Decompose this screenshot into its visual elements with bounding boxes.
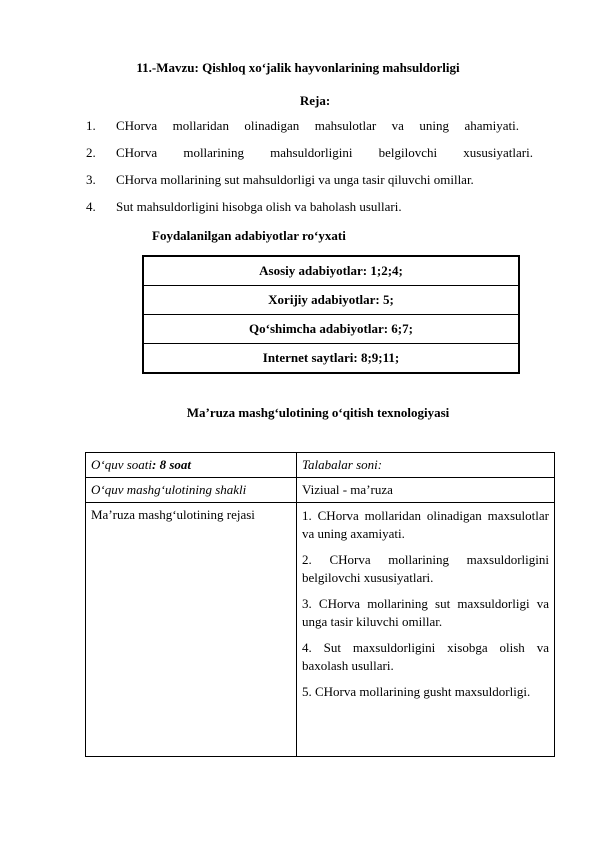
lecture-plan-item: 1. CHorva mollaridan olinadigan maxsulotlar va uning axamiyati.: [302, 508, 549, 541]
references-row: Internet saytlari: 8;9;11;: [262, 350, 400, 365]
references-table: [142, 255, 520, 374]
lecture-plan-item: 5. CHorva mollarining gusht maxsuldorligi.: [302, 684, 531, 699]
plan-item-text: CHorva mollarining mahsuldorligini belgilovchi xususiyatlari.: [116, 145, 533, 160]
form-label-cell: O‘quv mashg‘ulotining shakli: [86, 478, 297, 503]
references-row: Qo‘shimcha adabiyotlar: 6;7;: [143, 315, 519, 344]
references-row: Xorijiy adabiyotlar: 5;: [143, 286, 519, 315]
table-cell: [86, 453, 297, 478]
references-title: Foydalanilgan adabiyotlar ro‘yxati: [152, 228, 346, 243]
plan-item-text: Sut mahsuldorligini hisobga olish va baholash usullari.: [116, 199, 402, 214]
technology-table: [85, 452, 555, 757]
plan-item-number: 2.: [86, 145, 96, 160]
lecture-plan-cell: [297, 503, 555, 757]
plan-item-text: CHorva mollaridan olinadigan mahsulotlar va uning ahamiyati.: [116, 118, 519, 133]
students-count-cell: Talabalar soni:: [297, 453, 555, 478]
plan-item-number: 1.: [86, 118, 96, 133]
lecture-plan-label-cell: Ma’ruza mashg‘ulotining rejasi: [86, 503, 297, 757]
table-row: [86, 478, 555, 503]
references-row: Asosiy adabiyotlar: 1;2;4;: [143, 256, 519, 286]
table-row: [86, 503, 555, 757]
plan-item-number: 4.: [86, 199, 96, 214]
lecture-plan-item: 2. CHorva mollarining maxsuldorligini belgilovchi xususiyatlari.: [302, 552, 549, 585]
plan-heading: Reja:: [299, 93, 331, 108]
hours-value: : 8 soat: [152, 457, 192, 472]
hours-label: O‘quv soati: [91, 457, 153, 472]
lecture-plan-item: 3. CHorva mollarining sut maxsuldorligi va unga tasir kiluvchi omillar.: [302, 596, 549, 629]
plan-item-number: 3.: [86, 172, 96, 187]
table-row: [86, 453, 555, 478]
form-value-cell: Viziual - ma’ruza: [297, 478, 555, 503]
document-title: 11.-Mavzu: Qishloq xo‘jalik hayvonlarining mahsuldorligi: [136, 60, 460, 75]
technology-title: Ma’ruza mashg‘ulotining o‘qitish texnologiyasi: [186, 405, 450, 420]
plan-item-text: CHorva mollarining sut mahsuldorligi va unga tasir qiluvchi omillar.: [116, 172, 474, 187]
lecture-plan-item: 4. Sut maxsuldorligini xisobga olish va baxolash usullari.: [302, 640, 549, 673]
